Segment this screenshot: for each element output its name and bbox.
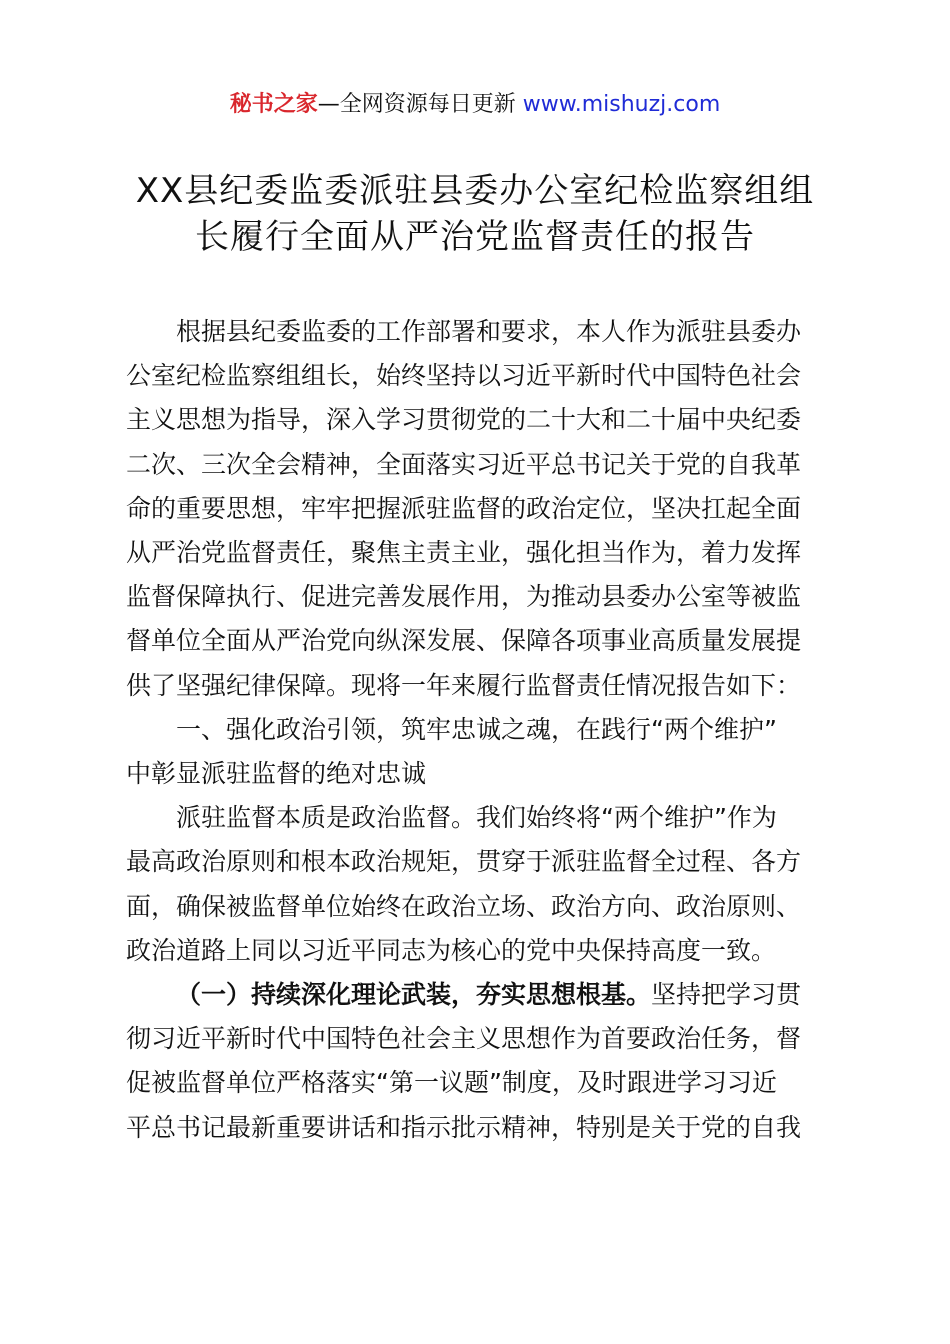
subsection-1-first-line bbox=[126, 973, 832, 1017]
section-heading-1 bbox=[126, 708, 832, 796]
intro-paragraph bbox=[126, 310, 832, 708]
document-title bbox=[120, 168, 830, 260]
title-line-1: XX县纪委监委派驻县委办公室纪检监察组组 bbox=[135, 171, 815, 211]
site-url-link[interactable]: www.mishuzj.com bbox=[522, 92, 721, 117]
intro-line: 供了坚强纪律保障。现将一年来履行监督责任情况报告如下： bbox=[126, 670, 802, 700]
site-slogan: —全网资源每日更新 bbox=[317, 92, 523, 117]
document-body bbox=[126, 310, 832, 1150]
intro-line: 公室纪检监察组组长，始终坚持以习近平新时代中国特色社会 bbox=[126, 361, 802, 391]
subsection-1-line: 平总书记最新重要讲话和指示批示精神，特别是关于党的自我 bbox=[126, 1112, 802, 1142]
subsection-1-lead-text: 坚持把学习贯 bbox=[651, 980, 802, 1010]
section-1-line: 政治道路上同以习近平同志为核心的党中央保持高度一致。 bbox=[126, 935, 777, 965]
intro-line: 从严治党监督责任，聚焦主责主业，强化担当作为，着力发挥 bbox=[126, 538, 802, 568]
intro-line: 主义思想为指导，深入学习贯彻党的二十大和二十届中央纪委 bbox=[126, 405, 802, 435]
section-1-line: 面，确保被监督单位始终在政治立场、政治方向、政治原则、 bbox=[126, 891, 802, 921]
intro-line: 根据县纪委监委的工作部署和要求，本人作为派驻县委办 bbox=[176, 317, 802, 346]
section-1-line: 最高政治原则和根本政治规矩，贯穿于派驻监督全过程、各方 bbox=[126, 847, 802, 877]
section-heading-line: 中彰显派驻监督的绝对忠诚 bbox=[126, 759, 427, 789]
title-line-2: 长履行全面从严治党监督责任的报告 bbox=[195, 217, 755, 257]
section-1-paragraph bbox=[126, 796, 832, 973]
section-1-line: 派驻监督本质是政治监督。我们始终将“两个维护”作为 bbox=[176, 803, 777, 833]
site-header bbox=[0, 88, 950, 122]
subsection-1-line: 彻习近平新时代中国特色社会主义思想作为首要政治任务，督 bbox=[126, 1024, 802, 1054]
site-brand: 秘书之家 bbox=[229, 92, 318, 117]
intro-line: 命的重要思想，牢牢把握派驻监督的政治定位，坚决扛起全面 bbox=[126, 493, 802, 523]
intro-line: 监督保障执行、促进完善发展作用，为推动县委办公室等被监 bbox=[126, 582, 802, 612]
section-heading-line: 一、强化政治引领，筑牢忠诚之魂，在践行“两个维护” bbox=[176, 714, 777, 744]
intro-line: 二次、三次全会精神，全面落实习近平总书记关于党的自我革 bbox=[126, 449, 802, 479]
subsection-1-paragraph bbox=[126, 973, 832, 1150]
subsection-1-heading: （一）持续深化理论武装，夯实思想根基。 bbox=[176, 980, 652, 1010]
subsection-1-line: 促被监督单位严格落实“第一议题”制度，及时跟进学习习近 bbox=[126, 1068, 777, 1098]
intro-line: 督单位全面从严治党向纵深发展、保障各项事业高质量发展提 bbox=[126, 626, 802, 656]
